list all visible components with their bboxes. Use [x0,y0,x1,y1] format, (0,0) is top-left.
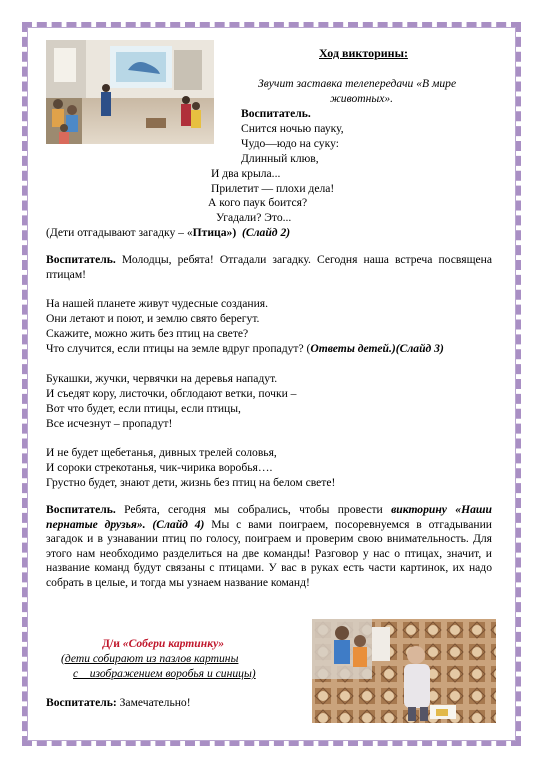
poem-line: И съедят кору, листочки, обглодают ветки, почки – [46,387,297,400]
paragraph-text: Ребята, сегодня мы собрались, чтобы провести [124,503,383,516]
poem-line: И не будет щебетанья, дивных трелей соловья, [46,446,277,459]
poem-line: Букашки, жучки, червячки на деревья нападут. [46,372,278,385]
speaker: Воспитатель. [46,253,116,266]
riddle-speaker: Воспитатель. [241,107,311,120]
poem-line: И сороки стрекотанья, чик-чирика воробья…. [46,461,273,474]
riddle-line: Прилетит — плохи дела! [211,182,335,195]
puzzle-photo [312,619,496,723]
slide-ref: (Слайд 2) [242,226,291,239]
speaker: Воспитатель. [46,503,116,516]
page-heading: Ход викторины: [319,46,408,60]
quiz-title: «Наши пернатые друзья». (Слайд 4) [46,503,492,531]
answer-close: ») [226,226,237,239]
poem-line: Скажите, можно жить без птиц на свете? [46,327,249,340]
paragraph-body: Мы с вами поиграем, посоревнуемся в отгадывании загадок и в узнавании птиц по голосу, поиграем и проверим свою внимательность. Для этого нам необходимо разделиться на две команды! Разговор у нас о птицах, значит, и название команд будут связаны с птицами. У вас в руках есть части картинок, их надо собрать в целые, и тогда мы узнаем название команд! [46,517,492,589]
children-answers: Ответы детей.) [310,342,396,355]
answer-word: Птица [192,226,227,239]
poem-line [46,342,444,356]
riddle-line: Угадали? Это... [216,211,292,224]
final-text: Замечательно! [116,696,191,709]
poem-line: Они летают и поют, и землю свято берегут. [46,312,260,325]
poem-line: Все исчезнут – пропадут! [46,417,173,430]
intro-line-1: Звучит заставка телепередачи «В мире [258,77,457,90]
riddle-line: И два крыла... [211,167,281,180]
poem-line: Вот что будет, если птицы, если птицы, [46,402,241,415]
final-line [46,696,191,710]
riddle-line: Длинный клюв, [241,152,319,165]
answer-line [46,226,290,240]
game-name: «Собери картинку» [122,637,225,650]
poem-line: На нашей планете живут чудесные создания. [46,297,269,310]
quiz-word: викторину [391,503,447,516]
game-desc-1: (дети собирают из пазлов картины [61,652,239,665]
classroom-photo [46,40,214,144]
riddle-line: А кого паук боится? [208,196,308,209]
paragraph-praise [46,253,492,282]
game-desc-2: с изображением воробья и синицы) [73,667,256,680]
answer-prefix: (Дети отгадывают загадку – « [46,226,193,239]
intro-line-2: животных». [330,92,394,105]
game-prefix: Д/и [102,637,123,650]
poem-line: Грустно будет, знают дети, жизнь без птиц на белом свете! [46,476,336,489]
poem-text: Что случится, если птицы на земле вдруг пропадут? ( [46,342,311,355]
paragraph-text: Молодцы, ребята! Отгадали загадку. Сегодня наша встреча посвящена птицам! [46,253,492,281]
slide-ref: (Слайд 3) [395,342,444,355]
paragraph-quiz [46,503,492,591]
speaker: Воспитатель: [46,696,117,709]
game-title [102,637,224,651]
riddle-line: Чудо—юдо на суку: [241,137,339,150]
riddle-line: Снится ночью пауку, [241,122,344,135]
